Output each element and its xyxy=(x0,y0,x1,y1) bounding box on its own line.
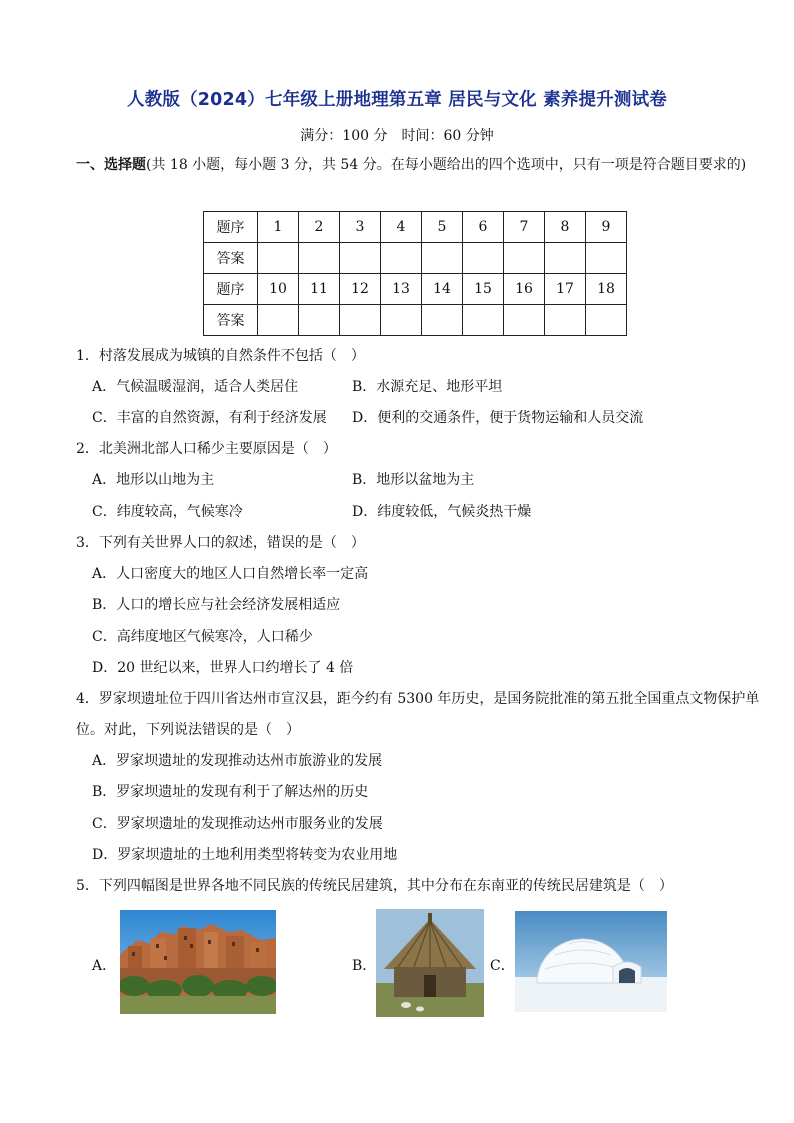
question-2-option-b[interactable]: B．地形以盆地为主 xyxy=(352,472,475,488)
question-4-stem-line2: 位。对此，下列说法错误的是（ ） xyxy=(76,722,300,738)
question-2-option-d[interactable]: D．纬度较低，气候炎热干燥 xyxy=(352,504,532,520)
table-row xyxy=(204,305,627,336)
question-number: 13 xyxy=(381,274,422,305)
row-header: 答案 xyxy=(204,305,258,336)
question-number: 5 xyxy=(422,212,463,243)
question-4-stem-line1: 4．罗家坝遗址位于四川省达州市宣汉县，距今约有 5300 年历史，是国务院批准的第五批全国重点文物保护单 xyxy=(76,691,760,707)
question-3-option-b[interactable]: B．人口的增长应与社会经济发展相适应 xyxy=(92,597,341,613)
question-number: 10 xyxy=(258,274,299,305)
question-number: 15 xyxy=(463,274,504,305)
question-number: 4 xyxy=(381,212,422,243)
question-number: 14 xyxy=(422,274,463,305)
question-3-option-c[interactable]: C．高纬度地区气候寒冷，人口稀少 xyxy=(92,629,313,645)
question-2-option-c[interactable]: C．纬度较高，气候寒冷 xyxy=(92,504,243,520)
section-heading: 一、选择题 xyxy=(76,157,146,173)
answer-cell[interactable] xyxy=(463,305,504,336)
question-number: 9 xyxy=(586,212,627,243)
answer-cell[interactable] xyxy=(299,243,340,274)
question-number: 18 xyxy=(586,274,627,305)
question-5-option-a-label[interactable]: A． xyxy=(92,958,117,974)
answer-cell[interactable] xyxy=(299,305,340,336)
question-number: 11 xyxy=(299,274,340,305)
row-header: 答案 xyxy=(204,243,258,274)
answer-cell[interactable] xyxy=(504,305,545,336)
question-3-stem: 3．下列有关世界人口的叙述，错误的是（ ） xyxy=(76,535,365,551)
answer-cell[interactable] xyxy=(545,305,586,336)
question-number: 17 xyxy=(545,274,586,305)
thatched-hut-photo[interactable] xyxy=(376,909,484,1017)
mud-brick-village-photo[interactable] xyxy=(120,910,276,1014)
mud-brick-village-image xyxy=(120,910,276,1014)
answer-cell[interactable] xyxy=(422,243,463,274)
question-number: 7 xyxy=(504,212,545,243)
question-5-stem: 5．下列四幅图是世界各地不同民族的传统民居建筑，其中分布在东南亚的传统民居建筑是（ ） xyxy=(76,878,673,894)
question-5-option-b-label[interactable]: B． xyxy=(352,958,377,974)
table-row xyxy=(204,212,627,243)
answer-cell[interactable] xyxy=(545,243,586,274)
answer-cell[interactable] xyxy=(504,243,545,274)
question-number: 16 xyxy=(504,274,545,305)
question-2-option-a[interactable]: A．地形以山地为主 xyxy=(92,472,215,488)
question-1-option-b[interactable]: B．水源充足、地形平坦 xyxy=(352,379,503,395)
question-4-option-c[interactable]: C．罗家坝遗址的发现推动达州市服务业的发展 xyxy=(92,816,383,832)
answer-cell[interactable] xyxy=(381,305,422,336)
question-1-option-d[interactable]: D．便利的交通条件，便于货物运输和人员交流 xyxy=(352,410,644,426)
question-number: 3 xyxy=(340,212,381,243)
answer-table xyxy=(203,211,627,336)
question-number: 1 xyxy=(258,212,299,243)
question-5-option-c-label[interactable]: C． xyxy=(490,958,515,974)
answer-cell[interactable] xyxy=(340,243,381,274)
question-number: 8 xyxy=(545,212,586,243)
question-1-option-a[interactable]: A．气候温暖湿润，适合人类居住 xyxy=(92,379,299,395)
answer-cell[interactable] xyxy=(258,243,299,274)
answer-cell[interactable] xyxy=(586,243,627,274)
exam-info: 满分：100 分 时间：60 分钟 xyxy=(300,128,494,144)
question-number: 12 xyxy=(340,274,381,305)
question-number: 2 xyxy=(299,212,340,243)
section-instructions: (共 18 小题，每小题 3 分，共 54 分。在每小题给出的四个选项中，只有一项是符合题目要求的) xyxy=(146,157,747,173)
row-header: 题序 xyxy=(204,274,258,305)
answer-cell[interactable] xyxy=(463,243,504,274)
answer-cell[interactable] xyxy=(586,305,627,336)
question-number: 6 xyxy=(463,212,504,243)
thatched-hut-image xyxy=(376,909,484,1017)
answer-cell[interactable] xyxy=(258,305,299,336)
question-1-stem: 1．村落发展成为城镇的自然条件不包括（ ） xyxy=(76,348,365,364)
answer-cell[interactable] xyxy=(381,243,422,274)
section-intro xyxy=(76,150,756,180)
answer-cell[interactable] xyxy=(422,305,463,336)
question-1-option-c[interactable]: C．丰富的自然资源，有利于经济发展 xyxy=(92,410,327,426)
question-4-option-a[interactable]: A．罗家坝遗址的发现推动达州市旅游业的发展 xyxy=(92,753,383,769)
table-row xyxy=(204,243,627,274)
question-4-option-d[interactable]: D．罗家坝遗址的土地利用类型将转变为农业用地 xyxy=(92,847,398,863)
row-header: 题序 xyxy=(204,212,258,243)
igloo-image xyxy=(515,911,667,1012)
igloo-photo[interactable] xyxy=(515,911,667,1012)
table-row xyxy=(204,274,627,305)
question-4-option-b[interactable]: B．罗家坝遗址的发现有利于了解达州的历史 xyxy=(92,784,369,800)
document-title: 人教版（2024）七年级上册地理第五章 居民与文化 素养提升测试卷 xyxy=(127,90,667,110)
question-3-option-d[interactable]: D．20 世纪以来，世界人口约增长了 4 倍 xyxy=(92,660,354,676)
question-2-stem: 2．北美洲北部人口稀少主要原因是（ ） xyxy=(76,441,337,457)
answer-cell[interactable] xyxy=(340,305,381,336)
question-3-option-a[interactable]: A．人口密度大的地区人口自然增长率一定高 xyxy=(92,566,369,582)
